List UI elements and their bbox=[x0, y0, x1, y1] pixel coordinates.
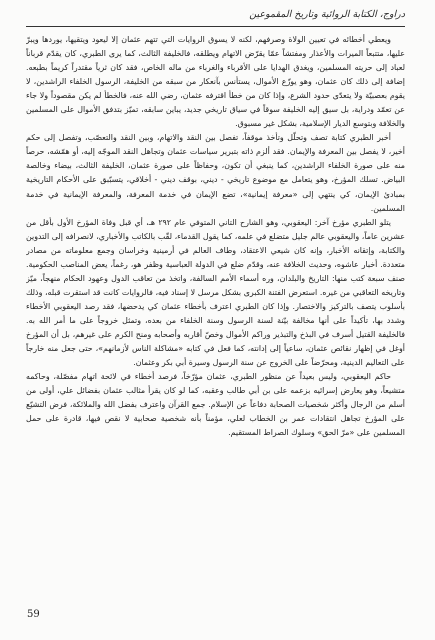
paragraph: يتلو الطبري مؤرخ آخر: اليعقوبي، وهو الشارح التاني المتوفي عام ٢٩٢ هـ، أي قبل وفاة المؤرخ الأول بأقل من عشرين عاماً، واليعقوبي عالم جليل متضلع في علمه، كما يقول القدماء، لقّب بالكاتب والأخباري، لانصرافه إلى التدوين والكتابة، وإتقانه الأخبار، وإنه كان شيعي الاعتقاد، وطاف العالم في أرمينية وخراسان وجمع معلوماته من مصادر متعددة. أخبار عاشوه، وحديث الخلافة عنه، وقدّم ضلع في الدولة العباسية وظفر هو، رغماً، يعض المناصب الحكومية. صنف سبعة كتب منها: التاريخ والبلدان، وره أسماء الأمم السالفة، واتخذ من تعاقب الدول وعهود الحكام منهجاً، ميّز وتاريخه التعاقبي من غيره. استعرض الفتنة الكبرى بشكل مرسل لا إسناد فيه، فالروايات كانت قد استقرت قبله، وذلك بأسلوب يتصف بالتركيز والاختصار. وإذا كان الطبري اعترف بأخطاء عثمان كي يدحضها، فقد رصد اليعقوبي الأخطاء وشدد بها، تأكيداً على أنها مخالفة بيّنة لسنة الرسول وسنة الخلفاء من بعده، وتمثل خروجاً على ما أمر الله به. فالخليفة القتيل أسرف في البذخ والتبذير وراكم الأموال وخصّ أقاربه وأصحابه ومنح الكرم على غيرهم، بل أن المؤرخ أوغل في إظهار نقائص عثمان، ساعياً إلى إدانته، كما فعل في كتابه «مشاكلة الناس لأزمانهم»، حتى جعل منه خارجاً على التعاليم الدينية، ومحرّضاً على الخروج عن سنة الرسول وسيرة أبي بكر وعثمان. bbox=[26, 217, 405, 368]
running-header: دراوج، الكتابة الروائية وتاريخ المقموعين bbox=[249, 9, 405, 20]
body-text bbox=[26, 33, 405, 593]
header-divider bbox=[26, 26, 405, 27]
paragraph: أخبر الطبري كتابة تصف وتحلّل وتأخذ موقفاً، تفصل بين النقد والاتهام، وبين النقد والتعصّب، وتفصل إلى حكم أخير، لا يفصل بين المعرفة والإيمان. فقد ألزم ذاته بتبرير سياسات عثمان وتجاهل النقد الموجّه إليه، أو همّشه، حرصاً منه على صورة الخلفاء الراشدين، كما ينبغي أن تكون، وحفاظاً على صورة عثمان، الخليفة الثالث، بيضاء وخالصة البياض. تسلك المؤرخ، وهو يتعامل مع موضوع تاريخي - ديني، بوقف ديني - أخلاقي، يتسبّبق على الأحكام التاريخية بمبادئ الإيمان، كي ينتهي إلى «معرفة إيمانية»، تضع الإيمان في خدمة المعرفة، والمعرفة الإيمانية في خدمة المسلمين. bbox=[26, 133, 405, 213]
page-number: 59 bbox=[27, 609, 40, 620]
paragraph: حاكم اليعقوبي، وليس بعيداً عن منظور الطبري، عثمان مؤرّخاً، فرصد أخطاء في لائحة اتهام مفصّلة، وحاكمه متشيعاً، وهو يعارض إسرائيه بزعمه على بن أبي طالب وعقبه، كما لو كان يقرأ مثالب عثمان بفضائل علي، أولى من أسلم من الرجال وأكثر شخصيات الصحابة دفاعاً عن الإسلام. جمع القرآن واعترف بفضل الله والملائكة، فرض التشيّع على المؤرخ تجاهل انتقادات عمر بن الخطاب لعلي، مؤمناً بأنه شخصية صحابية لا نقص فيها، قادرة على حمل المسلمين على «مرّ الحق» وسلوك الصراط المستقيم. bbox=[26, 372, 405, 438]
paragraph: ويعطي أخطائه في تعيين الولاة وصرفهم، لكنه لا يسوق الروايات التي تتهم عثمان إلا ليعود ويتقيها، يوردها ويبرّ عليها، متتبعاً الميرات والأعذار ومفتشاً عمّا يقرّض الاتهام ويطلقه، فالخليفة الثالث، كما يرى الطبري، كان يقدّم قرباناً لعباد إلى حريته المسلمين، ويغدق الهدايا على الأقرباء والغرباء من ماله الخاص، فقد كان ثرياً مقتدراً كريماً بطبعه. إضافة إلى ذلك كان عثمان، وهو يوزّع الأموال، يستأنس بآنعكار من سبقه من الخليفة، الرسول الخلفاء الراشدين، لا يقوم بعصبيّة ولا يتعدّى حدود الشرع، وإذا كان من خطأ اقترفه عثمان، رضي الله عنه، فالخطأ لم يكن مقصوداً ولا جاء عن تعمّد ودراية، بل سيق إليه الخليفة سوقاً في سياق تاريخي جديد، يباين سابقه، تميّز بتدفق الأموال على المسلمين والخلافة وبتوسع الديار الإسلامية، بشكل غير مسبوق. bbox=[26, 35, 405, 129]
